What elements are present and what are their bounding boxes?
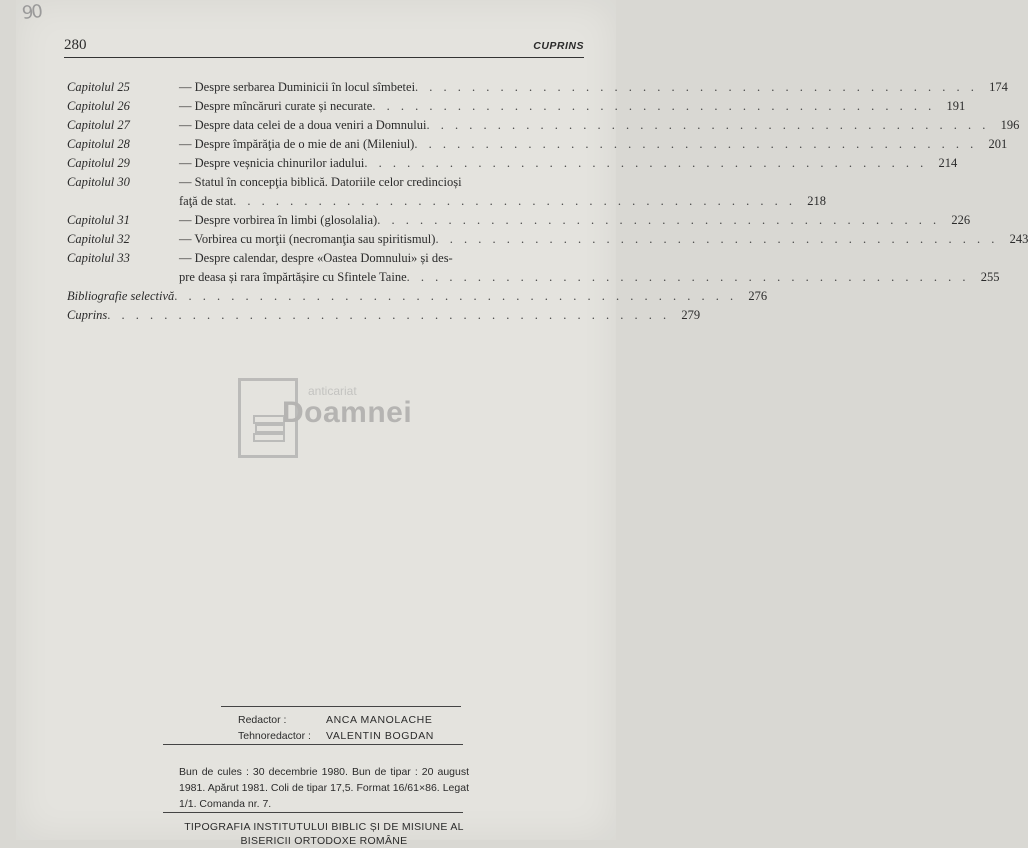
colophon-rule-top [163, 744, 463, 745]
toc-entry [67, 249, 1000, 287]
book-page [16, 0, 1028, 847]
toc-entry [67, 135, 1008, 154]
running-head: CUPRINS [533, 40, 584, 52]
pencil-mark: 90 [20, 1, 42, 24]
toc-page-number: 279 [681, 308, 701, 322]
page-header [64, 37, 584, 58]
toc-entry [67, 230, 1028, 249]
toc-label: Capitolul 27 [67, 118, 130, 132]
toc-entry [67, 287, 768, 306]
credit-tech-editor [238, 728, 434, 744]
dot-leader: . . . . . . . . . . . . . . . . . . . . . . . . . . . . . . . . . . . . . . . . [414, 137, 978, 151]
toc-title: — Despre serbarea Duminicii în locul sîmbetei [179, 80, 416, 94]
toc-entry [67, 306, 701, 325]
toc-page-number: 174 [989, 80, 1008, 94]
toc-title: — Statul în concepţia biblică. Datoriile celor credincioși [179, 175, 462, 189]
credits [238, 712, 434, 744]
toc-entry [67, 97, 966, 116]
toc-title: — Despre mîncăruri curate și necurate [179, 99, 373, 113]
credit-key: Tehnoredactor : [238, 730, 311, 742]
toc-label: Capitolul 32 [67, 232, 130, 246]
toc-title: — Despre împărăţia de o mie de ani (Mileniul) [179, 137, 415, 151]
toc-title: — Despre data celei de a doua veniri a Domnului [179, 118, 427, 132]
page-number: 280 [64, 37, 87, 53]
watermark-small-text: anticariat [308, 384, 357, 398]
toc-label: Capitolul 30 [67, 175, 130, 189]
toc-title: — Vorbirea cu morţii (necromanţia sau spiritismul) [179, 232, 436, 246]
toc-entry [67, 116, 1020, 135]
colophon-rule-bottom [163, 812, 463, 813]
toc-page-number: 191 [946, 99, 966, 113]
toc-page-number: 196 [1000, 118, 1020, 132]
toc-title: — Despre vorbirea în limbi (glosolalia) [179, 213, 378, 227]
toc-label: Capitolul 33 [67, 251, 130, 265]
dot-leader: . . . . . . . . . . . . . . . . . . . . . . . . . . . . . . . . . . . . . . . . [107, 308, 671, 322]
credits-rule [221, 706, 461, 707]
credit-value: VALENTIN BOGDAN [326, 730, 434, 742]
watermark-big-text: Doamnei [282, 396, 413, 429]
credit-value: ANCA MANOLACHE [326, 714, 433, 726]
toc-title: — Despre calendar, despre «Oastea Domnului» și des- [179, 251, 453, 265]
toc-entry [67, 154, 958, 173]
toc-page-number: 255 [980, 270, 1000, 284]
toc-label: Bibliografie selectivă [67, 289, 175, 303]
toc-entry [67, 78, 1008, 97]
toc-label: Capitolul 25 [67, 80, 130, 94]
toc-title: — Despre veșnicia chinurilor iadului [179, 156, 365, 170]
toc-page-number: 276 [748, 289, 768, 303]
toc-label: Cuprins [67, 308, 108, 322]
toc-title: pre deasa și rara împărtășire cu Sfintele Taine [179, 270, 407, 284]
toc-entry [67, 211, 971, 230]
toc-label: Capitolul 31 [67, 213, 130, 227]
toc-label: Capitolul 26 [67, 99, 130, 113]
dot-leader: . . . . . . . . . . . . . . . . . . . . . . . . . . . . . . . . . . . . . . . . [426, 118, 990, 132]
toc-label: Capitolul 29 [67, 156, 130, 170]
toc-title: faţă de stat [179, 194, 234, 208]
dot-leader: . . . . . . . . . . . . . . . . . . . . . . . . . . . . . . . . . . . . . . . . [372, 99, 936, 113]
dot-leader: . . . . . . . . . . . . . . . . . . . . . . . . . . . . . . . . . . . . . . . . [415, 80, 978, 94]
toc-page-number: 226 [951, 213, 971, 227]
dot-leader: . . . . . . . . . . . . . . . . . . . . . . . . . . . . . . . . . . . . . . . . [377, 213, 941, 227]
toc-page-number: 243 [1009, 232, 1028, 246]
dot-leader: . . . . . . . . . . . . . . . . . . . . . . . . . . . . . . . . . . . . . . . . [364, 156, 928, 170]
dot-leader: . . . . . . . . . . . . . . . . . . . . . . . . . . . . . . . . . . . . . . . . [174, 289, 738, 303]
toc-page-number: 218 [807, 194, 827, 208]
dot-leader: . . . . . . . . . . . . . . . . . . . . . . . . . . . . . . . . . . . . . . . . [406, 270, 970, 284]
watermark [238, 378, 438, 462]
dot-leader: . . . . . . . . . . . . . . . . . . . . . . . . . . . . . . . . . . . . . . . . [435, 232, 999, 246]
toc-page-number: 214 [938, 156, 958, 170]
credit-key: Redactor : [238, 714, 287, 726]
table-of-contents [67, 78, 1028, 325]
colophon: Bun de cules : 30 decembrie 1980. Bun de tipar : 20 august 1981. Apărut 1981. Coli de tipar 17,5. Format 16/61×86. Legat 1/1. Comanda nr. 7. [179, 766, 469, 810]
dot-leader: . . . . . . . . . . . . . . . . . . . . . . . . . . . . . . . . . . . . . . . . [233, 194, 797, 208]
printer-imprint: TIPOGRAFIA INSTITUTULUI BIBLIC ȘI DE MISIUNE AL BISERICII ORTODOXE ROMÂNE [184, 821, 464, 847]
book-stack-icon [252, 414, 286, 444]
toc-page-number: 201 [988, 137, 1008, 151]
credit-editor [238, 712, 434, 728]
toc-entry [67, 173, 827, 211]
toc-label: Capitolul 28 [67, 137, 130, 151]
